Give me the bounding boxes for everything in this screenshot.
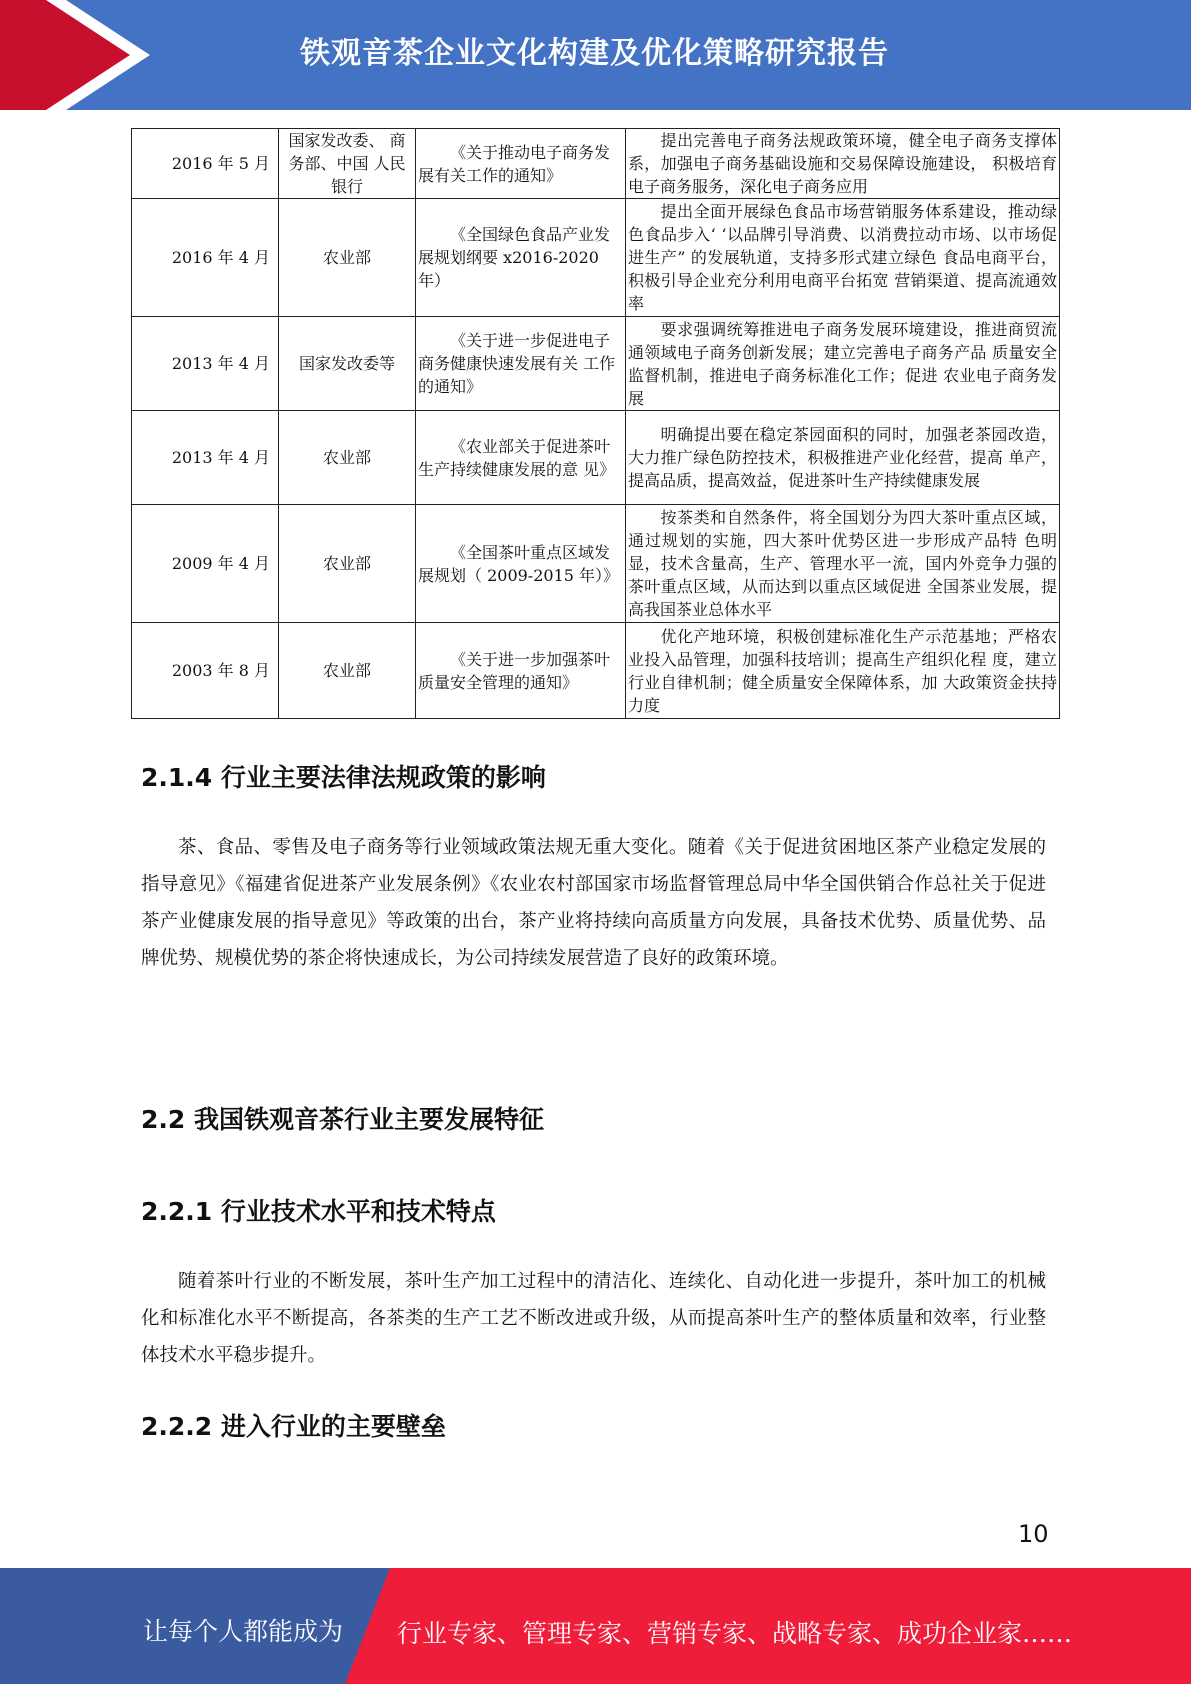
header-banner	[0, 0, 1191, 110]
policy-document	[416, 199, 626, 317]
policy-department: 农业部	[279, 505, 416, 623]
header-arrow-shape	[0, 0, 130, 110]
policy-document-text: 《全国茶叶重点区域发 展规划（ 2009-2015 年）》	[418, 542, 620, 585]
policy-content-text: 优化产地环境，积极创建标准化生产示范基地；严格农业投入品管理，加强科技培训；提高生产组织化程 度，建立行业自律机制；健全质量安全保障体系，加 大政策资金扶持力度	[628, 626, 1057, 715]
policy-content	[626, 411, 1060, 505]
policy-document-text: 《全国绿色食品产业发 展规划纲要 x2016-2020 年）	[418, 225, 611, 290]
policy-date: 2016 年 5 月	[132, 129, 279, 199]
policy-date: 2013 年 4 月	[132, 317, 279, 411]
footer-slogan-right: 行业专家、管理专家、营销专家、战略专家、成功企业家……	[397, 1619, 1073, 1648]
policy-content-text: 按茶类和自然条件，将全国划分为四大茶叶重点区域， 通过规划的实施，四大茶叶优势区进一步形成产品特 色明显，技术含量高，生产、管理水平一流，国内外竞争力强的茶叶重点区域，从而达到以重点区域促进 全国茶业发展，提高我国茶业总体水平	[628, 508, 1057, 619]
section-paragraph-2-1-4: 茶、食品、零售及电子商务等行业领域政策法规无重大变化。随着《关于促进贫困地区茶产业稳定发展的指导意见》《福建省促进茶产业发展条例》《农业农村部国家市场监督管理总局中华全国供销合作总社关于促进茶产业健康发展的指导意见》等政策的出台，茶产业将持续向高质量方向发展，具备技术优势、质量优势、品牌优势、规模优势的茶企将快速成长，为公司持续发展营造了良好的政策环境。	[141, 837, 1046, 969]
policy-date: 2013 年 4 月	[132, 411, 279, 505]
policy-document-text: 《关于推动电子商务发 展有关工作的通知》	[418, 142, 611, 185]
policy-document-text: 《关于进一步加强茶叶 质量安全管理的通知》	[418, 649, 611, 692]
section-heading-2-2: 2.2 我国铁观音茶行业主要发展特征	[141, 1105, 544, 1134]
section-heading-2-2-2: 2.2.2 进入行业的主要壁垒	[141, 1412, 446, 1441]
policy-content-text: 提出完善电子商务法规政策环境，健全电子商务支撑体系，加强电子商务基础设施和交易保障设施建设， 积极培育电子商务服务，深化电子商务应用	[628, 131, 1057, 196]
policy-document	[416, 317, 626, 411]
policy-content	[626, 129, 1060, 199]
policy-document-text: 《关于进一步促进电子 商务健康快速发展有关 工作的通知》	[418, 331, 616, 396]
table-row	[132, 129, 1060, 199]
document-title: 铁观音茶企业文化构建及优化策略研究报告	[300, 36, 889, 71]
policy-date: 2016 年 4 月	[132, 199, 279, 317]
table-row	[132, 317, 1060, 411]
policy-table	[131, 128, 1060, 719]
policy-document	[416, 411, 626, 505]
policy-document	[416, 129, 626, 199]
policy-content	[626, 317, 1060, 411]
policy-content	[626, 623, 1060, 719]
policy-content	[626, 199, 1060, 317]
policy-document	[416, 623, 626, 719]
table-row	[132, 411, 1060, 505]
policy-department: 国家发改委等	[279, 317, 416, 411]
table-row	[132, 623, 1060, 719]
policy-date: 2009 年 4 月	[132, 505, 279, 623]
policy-document-text: 《农业部关于促进茶叶 生产持续健康发展的意 见》	[418, 436, 616, 479]
policy-department: 国家发改委、 商务部、中国 人民银行	[279, 129, 416, 199]
policy-content-text: 提出全面开展绿色食品市场营销服务体系建设，推动绿色食品步入‘ ‘以品牌引导消费、以消费拉动市场、以市场促进生产” 的发展轨道，支持多形式建立绿色 食品电商平台，积极引导企业充分利用电商平台拓宽 营销渠道、提高流通效率	[628, 202, 1057, 313]
policy-department: 农业部	[279, 623, 416, 719]
table-row	[132, 199, 1060, 317]
policy-content-text: 要求强调统筹推进电子商务发展环境建设，推进商贸流通领域电子商务创新发展；建立完善电子商务产品 质量安全监督机制，推进电子商务标准化工作；促进 农业电子商务发展	[628, 319, 1057, 408]
section-heading-2-2-1: 2.2.1 行业技术水平和技术特点	[141, 1197, 496, 1226]
policy-department: 农业部	[279, 411, 416, 505]
table-row	[132, 505, 1060, 623]
policy-document	[416, 505, 626, 623]
policy-department: 农业部	[279, 199, 416, 317]
section-heading-2-1-4: 2.1.4 行业主要法律法规政策的影响	[141, 763, 546, 792]
policy-content-text: 明确提出要在稳定茶园面积的同时，加强老茶园改造， 大力推广绿色防控技术，积极推进产业化经营，提高 单产，提高品质，提高效益，促进茶叶生产持续健康发展	[628, 425, 1057, 490]
footer-banner	[0, 1568, 1191, 1684]
policy-date: 2003 年 8 月	[132, 623, 279, 719]
section-paragraph-2-2-1: 随着茶叶行业的不断发展，茶叶生产加工过程中的清洁化、连续化、自动化进一步提升，茶叶加工的机械化和标准化水平不断提高，各茶类的生产工艺不断改进或升级，从而提高茶叶生产的整体质量和效率，行业整体技术水平稳步提升。	[141, 1271, 1046, 1366]
policy-content	[626, 505, 1060, 623]
footer-slogan-left: 让每个人都能成为	[143, 1617, 344, 1646]
page-number: 10	[1018, 1520, 1049, 1548]
